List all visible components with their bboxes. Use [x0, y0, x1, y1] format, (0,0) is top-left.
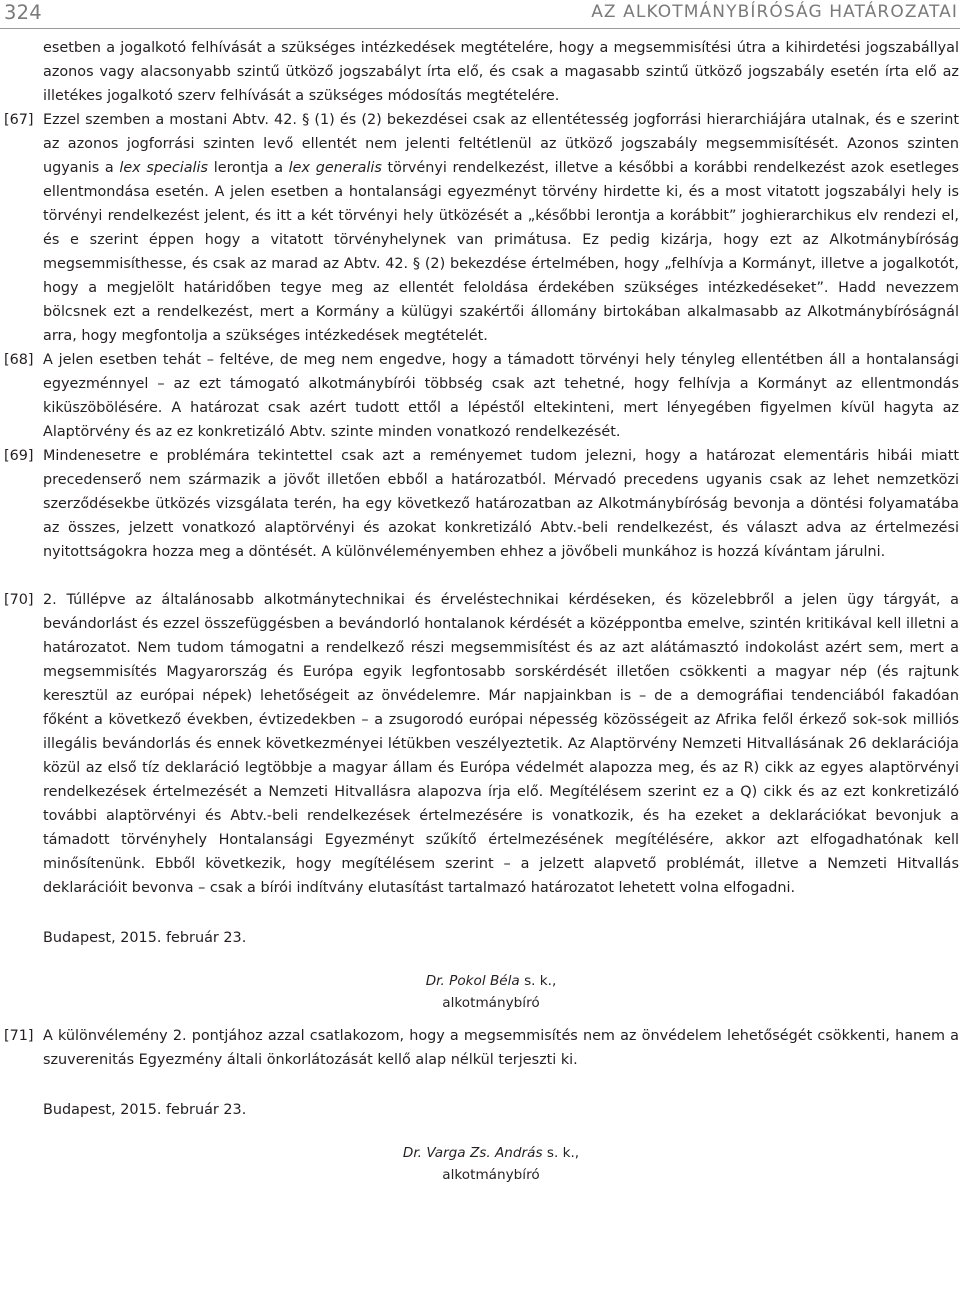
- signature-suffix: s. k.,: [542, 1145, 580, 1161]
- signer-name: Dr. Pokol Béla: [425, 973, 520, 989]
- paragraph-text-part: törvényi rendelkezést, illetve a későbbi a korábbi rendelkezést azok esetleges ellentmondása esetén. A jelen esetben a hontalansági egyezményt törvény hirdette ki, és a most vitatott jogszabályi hely is törvényi rendelkezést jelent, és itt a két törvényi hely ütközését a „későbbi lerontja a korábbit” joghierarchikus elv rendezi el, és e szerint éppen hogy a vitatott törvényhelynek van primátusa. Ez pedig kizárja, hogy ezt az Alkotmánybíróság megsemmisíthesse, és csak az marad az Abtv. 42. § (2) bekezdése értelmében, hogy „felhívja a Kormányt, illetve a jogalkotót, hogy a megjelölt határidőben tegye meg az ellentét feloldása érdekében szükséges intézkedéseket”. Hadd nevezzem bölcsnek ezt a rendelkezést, mert a Kormány a külügyi szakértői állomány birtokában alkalmasabb az Alkotmánybíróságnál arra, hogy megfontolja a szükséges intézkedések megtételét.: [43, 160, 959, 344]
- signer-title: alkotmánybíró: [442, 1167, 540, 1183]
- paragraph-number: [70]: [4, 592, 34, 608]
- paragraph-number: [68]: [4, 352, 34, 368]
- signature-name-line: [22, 970, 960, 992]
- paragraph-text: A jelen esetben tehát – feltéve, de meg nem engedve, hogy a támadott törvényi hely tényleg ellentétben áll a hontalansági egyezménnyel – az ezt támogató alkotmánybírói többség csak azt tehetné, hogy felhívja a Kormányt az ellentmondás kiküszöbölésére. A határozat csak azért tudott ettől a lépéstől eltekinteni, mert lényegében figyelmen kívül hagyta az Alaptörvény és az ez konkretizáló Abtv. szinte minden vonatkozó rendelkezését.: [43, 352, 959, 440]
- paragraph-number: [71]: [4, 1028, 34, 1044]
- italic-term: lex generalis: [288, 160, 382, 176]
- paragraph-text-part: Ezzel szemben a mostani Abtv. 42. § (1) és (2) bekezdései csak az ellentétesség jogforrási hierarchiájára utalnak, és e szerint az azonos jogforrási szinten levő ellentét nem jelenti feltétlenül az ütköző jogszabály megsemmisítését. Azonos szinten ugyanis a: [43, 112, 959, 176]
- paragraph-69: [0, 444, 960, 564]
- signature-block: [0, 1142, 960, 1186]
- paragraph-text: Mindenesetre e problémára tekintettel csak azt a reményemet tudom jelezni, hogy a határozat elementáris hibái miatt precedenserő nem származik a jövőt illetően ebből a határozatból. Mérvadó precedens ugyanis csak az lehet nemzetközi szerződésekbe ütközés vizsgálata terén, ha egy következő határozatban az Alkotmánybíróság bevonja a döntési folyamatába az összes, jelzett vonatkozó alaptörvényi és azokat konkretizáló Abtv.-beli rendelkezést, és választ adva az értelmezési nyitottságokra hozza meg a döntését. A különvéleményemben ehhez a jövőbeli munkához is hozzá kívántam járulni.: [43, 448, 959, 560]
- paragraph-text: esetben a jogalkotó felhívását a szükséges intézkedések megtételére, hogy a megsemmisítési útra a kihirdetési jogszabállyal azonos vagy alacsonyabb szintű ütköző jogszabályt írta elő, és csak a magasabb szintű ütköző jogszabály esetén írta elő az illetékes jogalkotó szerv felhívását a szükséges módosítás megtételére.: [43, 40, 959, 104]
- paragraph-number: [69]: [4, 448, 34, 464]
- place-date: Budapest, 2015. február 23.: [43, 1102, 247, 1118]
- signer-title: alkotmánybíró: [442, 995, 540, 1011]
- signer-name: Dr. Varga Zs. András: [402, 1145, 543, 1161]
- signature-name-line: [22, 1142, 960, 1164]
- paragraph-67: [0, 108, 960, 348]
- paragraph-text-part: lerontja a: [208, 160, 289, 176]
- place-date: Budapest, 2015. február 23.: [43, 930, 247, 946]
- paragraph-text: A különvélemény 2. pontjához azzal csatlakozom, hogy a megsemmisítés nem az önvédelem lehetőségét csökkenti, hanem a szuverenitás Egyezmény általi önkorlátozását kellő alap nélkül terjeszti ki.: [43, 1028, 959, 1068]
- paragraph-71: [0, 1024, 960, 1072]
- paragraph-text: 2. Túllépve az általánosabb alkotmánytechnikai és érveléstechnikai kérdéseken, és közelebbről a jelen ügy tárgyát, a bevándorlást és ezzel összefüggésben a bevándorló hontalanok kérdését a középpontba emelve, szintén kritikával kell illetni a határozatot. Nem tudom támogatni a rendelkező részi megsemmisítést és az azt alátámasztó indokolást azért sem, mert a megsemmisítés Magyarország és Európa egyik legfontosabb sorskérdését illetően csökkenti a magyar nép (és rajtunk keresztül az európai népek) lehetőségeit az önvédelemre. Már napjainkban is – de a demográfiai tendenciából fakadóan főként a következő években, évtizedekben – a zsugorodó európai népesség közösségeit az Afrika felől érkező sok-sok milliós illegális bevándorlás és ennek következményei létükben veszélyeztetik. Az Alaptörvény Nemzeti Hitvallásának 26 deklarációja közül az első tíz deklaráció legtöbbje a magyar állam és Európa védelmét alapozza meg, és az R) cikk az egyes alaptörvényi rendelkezések értelmezését a Nemzeti Hitvallásra alapozva írja elő. Megítélésem szerint ez a Q) cikk és az ezt konkretizáló további alaptörvényi és Abtv.-beli rendelkezések értelmezésére is vonatkozik, és ha ezeket a deklarációkat bevonjuk a támadott törvényhely Hontalansági Egyezményt szűkítő értelmezésének megítélésére, akkor azt elfogadhatónak kell minősítenünk. Ebből következik, hogy megítélésem szerint – a jelzett alapvető problémát, illetve a Nemzeti Hitvallás deklarációit bevonva – csak a bírói indítvány elutasítást tartalmazó határozatot lehetett volna elfogadni.: [43, 592, 959, 896]
- paragraph-text: [43, 108, 959, 348]
- paragraph-number: [67]: [4, 112, 34, 128]
- paragraph-68: [0, 348, 960, 444]
- document-body: [0, 36, 960, 1186]
- page-header: [0, 0, 960, 29]
- signature-suffix: s. k.,: [519, 973, 557, 989]
- paragraph-70: [0, 588, 960, 900]
- signature-block: [0, 970, 960, 1014]
- paragraph-continuation: [0, 36, 960, 108]
- running-title: AZ ALKOTMÁNYBÍRÓSÁG HATÁROZATAI: [591, 2, 958, 22]
- italic-term: lex specialis: [119, 160, 209, 176]
- page-number: 324: [4, 1, 42, 24]
